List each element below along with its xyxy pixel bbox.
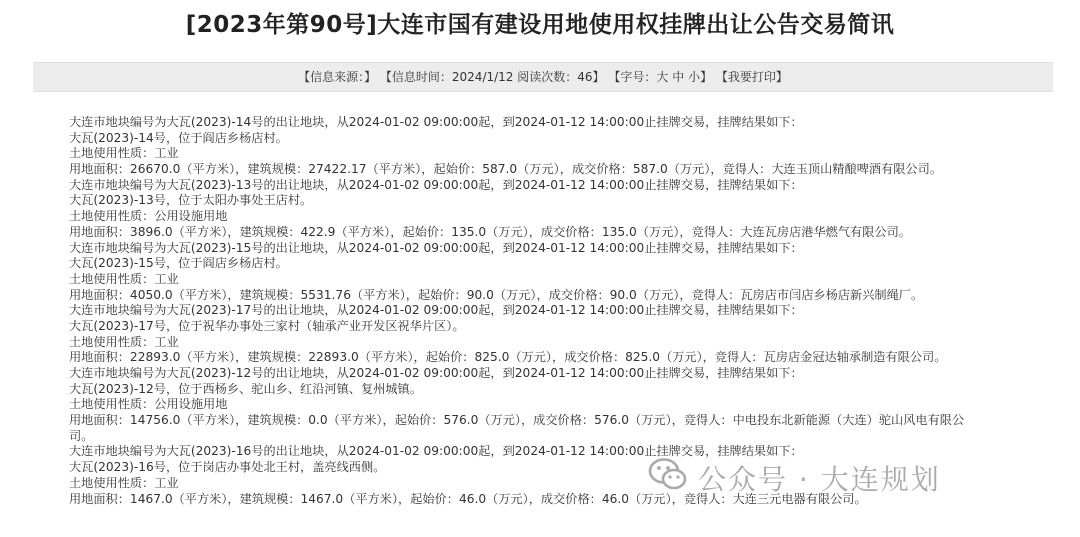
land-use-line: 土地使用性质：工业 <box>69 334 179 349</box>
announcement-line: 大连市地块编号为大瓦(2023)-12号的出让地块，从2024-01-02 09:00:00起，到2024-01-12 14:00:00止挂牌交易，挂牌结果如下： <box>69 366 803 380</box>
info-time: 【信息时间：2024/1/12 阅读次数：46】 <box>379 70 605 84</box>
land-use-line: 土地使用性质：工业 <box>69 475 179 490</box>
font-size-label-end: 】 <box>700 70 713 84</box>
announcement-line: 大连市地块编号为大瓦(2023)-16号的出让地块，从2024-01-02 09:00:00起，到2024-01-12 14:00:00止挂牌交易，挂牌结果如下： <box>69 444 803 459</box>
info-source: 【信息来源：】 <box>298 70 377 84</box>
watermark-text: 公众号 · 大连规划 <box>698 463 941 496</box>
parcel-location-line: 大瓦(2023)-12号，位于西杨乡、驼山乡、红沿河镇、复州城镇。 <box>69 381 422 396</box>
parcel-location-line: 大瓦(2023)-17号，位于祝华办事处三家村（轴承产业开发区祝华片区）。 <box>69 318 465 333</box>
font-size-medium-link[interactable]: 中 <box>672 70 685 84</box>
wechat-icon <box>648 457 688 500</box>
watermark <box>648 456 941 500</box>
parcel-location-line: 大瓦(2023)-13号，位于太阳办事处王店村。 <box>69 193 313 208</box>
parcel-location-line: 大瓦(2023)-14号，位于阎店乡杨店村。 <box>69 130 288 145</box>
font-size-label: 【字号： <box>608 70 657 84</box>
announcement-line: 大连市地块编号为大瓦(2023)-17号的出让地块，从2024-01-02 09:00:00起，到2024-01-12 14:00:00止挂牌交易，挂牌结果如下： <box>69 303 803 318</box>
transaction-line: 用地面积：4050.0（平方米），建筑规模：5531.76（平方米），起始价：90.0（万元），成交价格：90.0（万元），竞得人：瓦房店市闫店乡杨店新兴制绳厂。 <box>69 287 924 302</box>
info-bar <box>33 62 1053 92</box>
transaction-line: 用地面积：22893.0（平方米），建筑规模：22893.0（平方米），起始价：825.0（万元），成交价格：825.0（万元），竞得人：瓦房店金冠达轴承制造有限公司。 <box>69 350 947 365</box>
print-link[interactable]: 【我要打印】 <box>715 70 788 84</box>
transaction-line: 用地面积：26670.0（平方米），建筑规模：27422.17（平方米），起始价：587.0（万元），成交价格：587.0（万元），竞得人：大连玉顶山精酿啤酒有限公司。 <box>69 162 942 177</box>
transaction-line: 用地面积：14756.0（平方米），建筑规模：0.0（平方米），起始价：576.0（万元），成交价格：576.0（万元），竞得人：中电投东北新能源（大连）驼山风电有限公 <box>69 413 965 428</box>
font-size-large-link[interactable]: 大 <box>656 70 669 84</box>
transaction-line-continued: 司。 <box>69 428 94 443</box>
land-use-line: 土地使用性质：工业 <box>69 271 179 286</box>
announcement-line: 大连市地块编号为大瓦(2023)-13号的出让地块，从2024-01-02 09:00:00起，到2024-01-12 14:00:00止挂牌交易，挂牌结果如下： <box>69 177 803 192</box>
land-use-line: 土地使用性质：工业 <box>69 146 179 161</box>
announcement-line: 大连市地块编号为大瓦(2023)-15号的出让地块，从2024-01-02 09:00:00起，到2024-01-12 14:00:00止挂牌交易，挂牌结果如下： <box>69 240 803 255</box>
transaction-line: 用地面积：3896.0（平方米），建筑规模：422.9（平方米），起始价：135.0（万元），成交价格：135.0（万元），竞得人：大连瓦房店港华燃气有限公司。 <box>69 224 911 239</box>
article-body <box>69 115 1029 507</box>
font-size-small-link[interactable]: 小 <box>688 70 701 84</box>
page-title: [2023年第90号]大连市国有建设用地使用权挂牌出让公告交易简讯 <box>185 12 895 38</box>
land-use-line: 土地使用性质：公用设施用地 <box>69 209 228 224</box>
transaction-line: 用地面积：1467.0（平方米），建筑规模：1467.0（平方米），起始价：46.0（万元），成交价格：46.0（万元），竞得人：大连三元电器有限公司。 <box>69 491 867 506</box>
land-use-line: 土地使用性质：公用设施用地 <box>69 397 228 412</box>
parcel-location-line: 大瓦(2023)-16号，位于岗店办事处北王村，盖亮线西侧。 <box>69 460 386 475</box>
announcement-line: 大连市地块编号为大瓦(2023)-14号的出让地块，从2024-01-02 09:00:00起，到2024-01-12 14:00:00止挂牌交易，挂牌结果如下： <box>69 115 803 129</box>
parcel-location-line: 大瓦(2023)-15号，位于阎店乡杨店村。 <box>69 256 288 271</box>
